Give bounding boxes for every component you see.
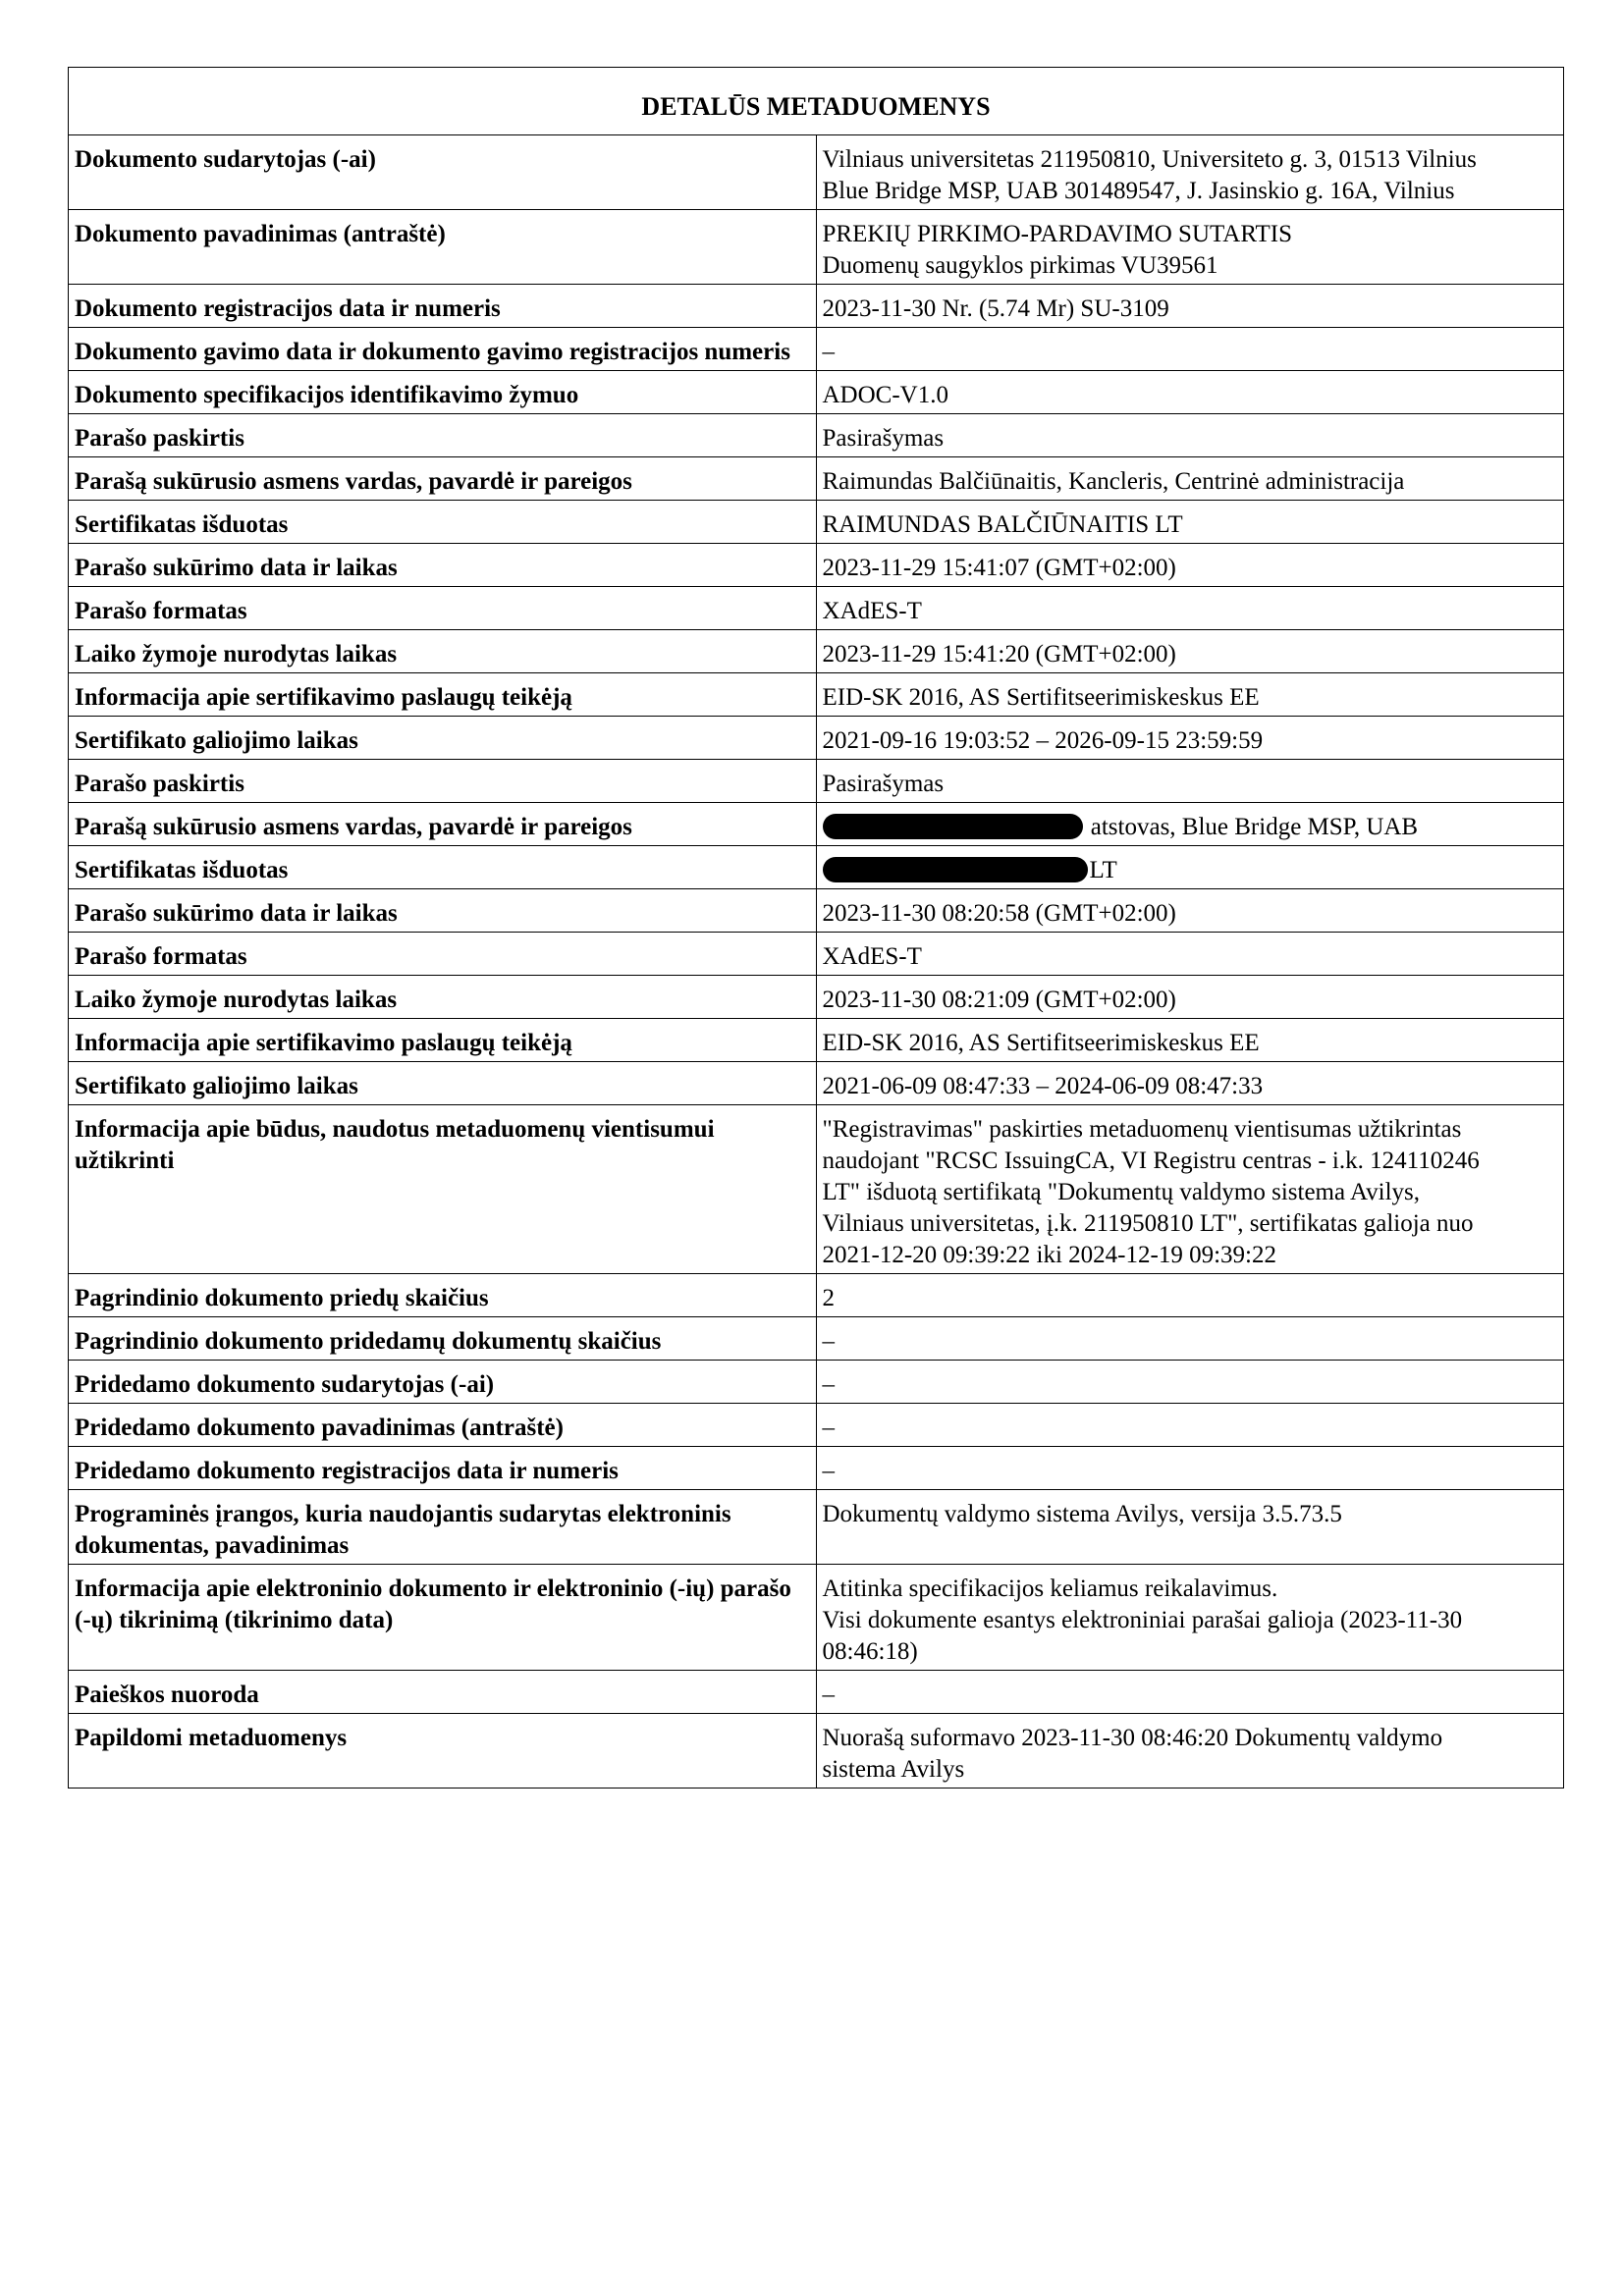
value-line	[823, 380, 1559, 411]
value-text: –	[822, 339, 835, 365]
row-value	[816, 457, 1564, 501]
value-text: 2023-11-30 Nr. (5.74 Mr) SU-3109	[822, 295, 1169, 322]
row-label: Sertifikatas išduotas	[69, 501, 817, 544]
value-line	[823, 1326, 1559, 1358]
row-label: Parašą sukūrusio asmens vardas, pavardė ir pareigos	[69, 803, 817, 846]
table-row	[69, 1062, 1564, 1105]
value-text: 2021-12-20 09:39:22 iki 2024-12-19 09:39:22	[822, 1242, 1276, 1268]
value-text: 2	[822, 1285, 835, 1311]
row-value	[816, 673, 1564, 717]
table-row	[69, 889, 1564, 933]
value-text: 2023-11-29 15:41:20 (GMT+02:00)	[822, 641, 1176, 667]
value-text: atstovas, Blue Bridge MSP, UAB	[1084, 814, 1419, 840]
value-text: 2023-11-30 08:20:58 (GMT+02:00)	[822, 900, 1176, 927]
row-label: Dokumento registracijos data ir numeris	[69, 285, 817, 328]
value-text: –	[822, 1682, 835, 1708]
row-label: Programinės įrangos, kuria naudojantis sudarytas elektroninis dokumentas, pavadinimas	[69, 1490, 817, 1565]
value-text: Nuorašą suformavo 2023-11-30 08:46:20 Dokumentų valdymo	[822, 1725, 1443, 1751]
table-row	[69, 1404, 1564, 1447]
table-row	[69, 1317, 1564, 1361]
value-line	[823, 769, 1559, 800]
row-label: Parašo sukūrimo data ir laikas	[69, 544, 817, 587]
table-row	[69, 630, 1564, 673]
row-value	[816, 846, 1564, 889]
value-line	[823, 1754, 1559, 1786]
row-label: Pridedamo dokumento registracijos data ir numeris	[69, 1447, 817, 1490]
table-row	[69, 457, 1564, 501]
value-line	[823, 553, 1559, 584]
row-label: Dokumento sudarytojas (-ai)	[69, 135, 817, 210]
row-label: Parašo sukūrimo data ir laikas	[69, 889, 817, 933]
value-text: Dokumentų valdymo sistema Avilys, versija 3.5.73.5	[822, 1501, 1342, 1527]
row-value	[816, 135, 1564, 210]
row-value	[816, 210, 1564, 285]
metadata-rows	[69, 135, 1564, 1789]
value-text: Vilniaus universitetas, į.k. 211950810 LT", sertifikatas galioja nuo	[822, 1210, 1474, 1237]
row-value	[816, 1361, 1564, 1404]
value-text: RAIMUNDAS BALČIŪNAITIS LT	[822, 511, 1183, 538]
value-text: PREKIŲ PIRKIMO-PARDAVIMO SUTARTIS	[822, 221, 1293, 247]
table-row	[69, 717, 1564, 760]
value-line	[823, 423, 1559, 454]
row-label: Sertifikato galiojimo laikas	[69, 717, 817, 760]
value-line	[823, 1283, 1559, 1314]
table-row	[69, 587, 1564, 630]
value-text: Vilniaus universitetas 211950810, Universiteto g. 3, 01513 Vilnius	[822, 146, 1477, 173]
value-line	[823, 1413, 1559, 1444]
value-line	[823, 1208, 1559, 1240]
row-value	[816, 1490, 1564, 1565]
value-text: 08:46:18)	[822, 1638, 918, 1665]
row-value	[816, 1404, 1564, 1447]
row-label: Dokumento pavadinimas (antraštė)	[69, 210, 817, 285]
row-value	[816, 587, 1564, 630]
value-text: –	[822, 1458, 835, 1484]
value-line	[823, 812, 1559, 843]
table-row	[69, 285, 1564, 328]
row-label: Parašo formatas	[69, 587, 817, 630]
table-row	[69, 1105, 1564, 1274]
value-text: Atitinka specifikacijos keliamus reikalavimus.	[822, 1575, 1278, 1602]
value-line	[823, 639, 1559, 670]
value-line	[823, 1240, 1559, 1271]
value-line	[823, 1605, 1559, 1636]
row-label: Informacija apie būdus, naudotus metaduomenų vientisumui užtikrinti	[69, 1105, 817, 1274]
table-title: DETALŪS METADUOMENYS	[69, 68, 1564, 135]
row-value	[816, 1105, 1564, 1274]
row-label: Pridedamo dokumento pavadinimas (antraštė)	[69, 1404, 817, 1447]
value-text: ADOC-V1.0	[822, 382, 948, 408]
value-line	[823, 725, 1559, 757]
row-value	[816, 976, 1564, 1019]
table-row	[69, 414, 1564, 457]
row-value	[816, 285, 1564, 328]
row-value	[816, 371, 1564, 414]
table-row	[69, 1490, 1564, 1565]
redaction-mark	[823, 857, 1088, 882]
table-row	[69, 210, 1564, 285]
row-label: Dokumento gavimo data ir dokumento gavimo registracijos numeris	[69, 328, 817, 371]
value-line	[823, 337, 1559, 368]
redaction-mark	[823, 814, 1083, 839]
value-text: 2023-11-29 15:41:07 (GMT+02:00)	[822, 555, 1176, 581]
value-line	[823, 1028, 1559, 1059]
row-label: Laiko žymoje nurodytas laikas	[69, 976, 817, 1019]
table-row	[69, 1019, 1564, 1062]
row-label: Informacija apie sertifikavimo paslaugų teikėją	[69, 1019, 817, 1062]
table-row	[69, 846, 1564, 889]
value-line	[823, 1680, 1559, 1711]
row-label: Paieškos nuoroda	[69, 1671, 817, 1714]
row-value	[816, 414, 1564, 457]
value-line	[823, 1499, 1559, 1530]
row-value	[816, 1565, 1564, 1671]
table-row	[69, 1565, 1564, 1671]
value-line	[823, 596, 1559, 627]
value-line	[823, 294, 1559, 325]
table-row	[69, 1361, 1564, 1404]
row-label: Informacija apie sertifikavimo paslaugų teikėją	[69, 673, 817, 717]
row-value	[816, 1714, 1564, 1789]
row-value	[816, 889, 1564, 933]
value-line	[823, 1574, 1559, 1605]
value-text: –	[822, 1415, 835, 1441]
value-text: XAdES-T	[822, 943, 922, 970]
value-line	[823, 144, 1559, 176]
value-text: –	[822, 1371, 835, 1398]
table-row	[69, 328, 1564, 371]
table-row	[69, 673, 1564, 717]
value-text: Pasirašymas	[822, 425, 945, 452]
row-label: Parašo paskirtis	[69, 414, 817, 457]
row-value	[816, 1019, 1564, 1062]
row-value	[816, 630, 1564, 673]
value-line	[823, 1146, 1559, 1177]
row-value	[816, 933, 1564, 976]
value-line	[823, 1177, 1559, 1208]
value-line	[823, 985, 1559, 1016]
value-text: Visi dokumente esantys elektroniniai parašai galioja (2023-11-30	[822, 1607, 1463, 1633]
value-line	[823, 898, 1559, 930]
value-text: 2021-09-16 19:03:52 – 2026-09-15 23:59:59	[822, 727, 1264, 754]
row-label: Dokumento specifikacijos identifikavimo žymuo	[69, 371, 817, 414]
value-text: Duomenų saugyklos pirkimas VU39561	[822, 252, 1218, 279]
metadata-table	[68, 67, 1564, 1789]
row-label: Pridedamo dokumento sudarytojas (-ai)	[69, 1361, 817, 1404]
value-line	[823, 509, 1559, 541]
row-label: Parašo paskirtis	[69, 760, 817, 803]
table-row	[69, 544, 1564, 587]
row-value	[816, 1274, 1564, 1317]
row-value	[816, 760, 1564, 803]
row-label: Parašo formatas	[69, 933, 817, 976]
value-text: 2021-06-09 08:47:33 – 2024-06-09 08:47:33	[822, 1073, 1264, 1099]
row-label: Laiko žymoje nurodytas laikas	[69, 630, 817, 673]
table-row	[69, 1274, 1564, 1317]
table-row	[69, 933, 1564, 976]
row-value	[816, 1317, 1564, 1361]
value-line	[823, 682, 1559, 714]
table-row	[69, 760, 1564, 803]
value-line	[823, 1369, 1559, 1401]
value-text: XAdES-T	[822, 598, 922, 624]
row-label: Informacija apie elektroninio dokumento ir elektroninio (-ių) parašo (-ų) tikrinimą (tikrinimo data)	[69, 1565, 817, 1671]
table-row	[69, 1447, 1564, 1490]
table-title-row	[69, 68, 1564, 135]
row-value	[816, 803, 1564, 846]
value-text: Raimundas Balčiūnaitis, Kancleris, Centrinė administracija	[822, 468, 1405, 495]
value-text: EID-SK 2016, AS Sertifitseerimiskeskus EE	[822, 1030, 1260, 1056]
row-label: Sertifikato galiojimo laikas	[69, 1062, 817, 1105]
value-line	[823, 1114, 1559, 1146]
row-value	[816, 544, 1564, 587]
value-line	[823, 1456, 1559, 1487]
row-value	[816, 1062, 1564, 1105]
value-line	[823, 250, 1559, 282]
value-text: sistema Avilys	[822, 1756, 965, 1783]
table-row	[69, 135, 1564, 210]
row-label: Pagrindinio dokumento pridedamų dokumentų skaičius	[69, 1317, 817, 1361]
row-label: Pagrindinio dokumento priedų skaičius	[69, 1274, 817, 1317]
row-value	[816, 1671, 1564, 1714]
value-text: "Registravimas" paskirties metaduomenų vientisumas užtikrintas	[822, 1116, 1462, 1143]
value-text: 2023-11-30 08:21:09 (GMT+02:00)	[822, 987, 1176, 1013]
value-text: Pasirašymas	[822, 771, 945, 797]
value-text: LT	[1089, 857, 1117, 883]
table-row	[69, 976, 1564, 1019]
value-text: EID-SK 2016, AS Sertifitseerimiskeskus EE	[822, 684, 1260, 711]
table-row	[69, 803, 1564, 846]
value-line	[823, 855, 1559, 886]
row-value	[816, 328, 1564, 371]
value-line	[823, 1636, 1559, 1668]
table-row	[69, 1671, 1564, 1714]
value-line	[823, 941, 1559, 973]
table-row	[69, 501, 1564, 544]
value-text: LT" išduotą sertifikatą "Dokumentų valdymo sistema Avilys,	[822, 1179, 1421, 1205]
row-value	[816, 501, 1564, 544]
table-row	[69, 371, 1564, 414]
row-label: Parašą sukūrusio asmens vardas, pavardė ir pareigos	[69, 457, 817, 501]
value-line	[823, 219, 1559, 250]
row-label: Papildomi metaduomenys	[69, 1714, 817, 1789]
row-value	[816, 1447, 1564, 1490]
value-line	[823, 466, 1559, 498]
row-value	[816, 717, 1564, 760]
row-label: Sertifikatas išduotas	[69, 846, 817, 889]
value-line	[823, 176, 1559, 207]
table-row	[69, 1714, 1564, 1789]
value-text: Blue Bridge MSP, UAB 301489547, J. Jasinskio g. 16A, Vilnius	[822, 178, 1455, 204]
value-line	[823, 1071, 1559, 1102]
value-line	[823, 1723, 1559, 1754]
value-text: naudojant "RCSC IssuingCA, VI Registru centras - i.k. 124110246	[822, 1148, 1480, 1174]
value-text: –	[822, 1328, 835, 1355]
